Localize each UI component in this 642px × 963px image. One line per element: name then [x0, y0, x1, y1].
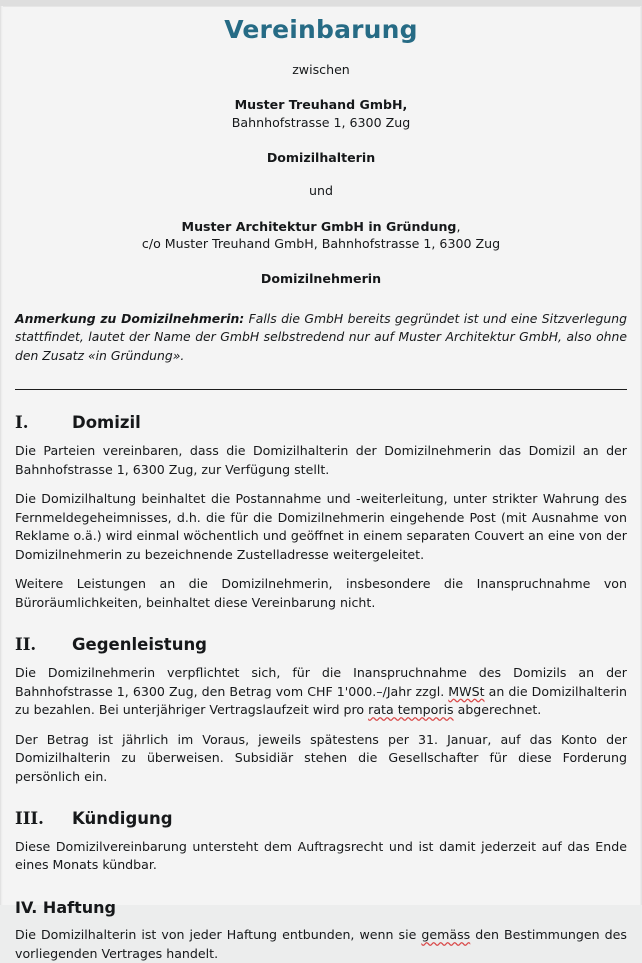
section-title-i: Domizil	[72, 413, 141, 433]
connector-zwischen: zwischen	[292, 61, 350, 77]
section-iv-p1-text-1: Die Domizilhalterin ist von jeder Haftung entbunden, wenn sie	[15, 927, 422, 943]
spellcheck-gemaess: gemäss	[421, 927, 471, 943]
party-block	[15, 62, 627, 288]
section-gegenleistung	[15, 635, 627, 786]
section-heading-iii	[15, 809, 627, 829]
horizontal-divider	[15, 389, 627, 390]
party-two-name: Muster Architektur GmbH in Gründung	[181, 218, 457, 234]
section-number-ii: II.	[15, 635, 37, 655]
spellcheck-rata-temporis: rata temporis	[368, 702, 454, 718]
spellcheck-mwst: MWSt	[448, 683, 485, 699]
party-one	[15, 97, 627, 131]
section-ii-p1-text-1: Die Domizilnehmerin verpflichtet sich, für die Inanspruchnahme des Domizils an der Bahnhofstrasse 1, 6300 Zug, den Betrag vom CHF 1'000.–/Jahr zzgl.	[15, 665, 627, 699]
section-number-i: I.	[15, 413, 29, 433]
section-ii-paragraph-2: Der Betrag ist jährlich im Voraus, jeweils spätestens per 31. Januar, auf das Konto der Domizilhalterin zu überweisen. Subsidiär stehen die Gesellschafter für diese Forderung persönlich ein.	[15, 731, 627, 784]
section-number-iii: III.	[15, 809, 44, 829]
party-one-role: Domizilhalterin	[266, 149, 376, 165]
annotation-lead: Anmerkung zu Domizilnehmerin:	[15, 310, 245, 326]
section-haftung	[15, 898, 627, 963]
document-title: Vereinbarung	[224, 15, 418, 44]
connector-und: und	[309, 183, 333, 199]
section-heading-iv: IV. Haftung	[15, 897, 116, 917]
section-i-paragraph-3: Weitere Leistungen an die Domizilnehmerin, insbesondere die Inanspruchnahme von Büroräumlichkeiten, beinhaltet diese Vereinbarung nicht.	[15, 576, 627, 610]
section-i-paragraph-2: Die Domizilhaltung beinhaltet die Postannahme und -weiterleitung, unter strikter Wahrung des Fernmeldegeheimnisses, d.h. die für die Domizilnehmerin eingehende Post (mit Ausnahme von Reklame o.ä.) wird einmal wöchentlich und geöffnet in einem separaten Couvert an eine von der Domizilnehmerin zu bezeichnende Zustelladresse weitergeleitet.	[15, 491, 627, 562]
annotation-body: Falls die GmbH bereits gegründet ist und eine Sitzverlegung stattfindet, lautet der Name der GmbH selbstredend nur auf Muster Architektur GmbH, also ohne den Zusatz «in Gründung».	[15, 310, 627, 363]
section-ii-p1-text-2: an die Domizilhalterin zu bezahlen. Bei unterjähriger Vertragslaufzeit wird pro	[15, 683, 627, 718]
party-one-name: Muster Treuhand GmbH,	[234, 97, 408, 113]
section-ii-p1-text-3: abgerechnet.	[453, 702, 542, 718]
party-two-address: c/o Muster Treuhand GmbH, Bahnhofstrasse 1, 6300 Zug	[141, 236, 501, 252]
section-iii-paragraph-1: Diese Domizilvereinbarung untersteht dem Auftragsrecht und ist damit jederzeit auf das Ende eines Monats kündbar.	[15, 838, 627, 873]
section-title-ii: Gegenleistung	[72, 635, 207, 655]
section-heading-i	[15, 413, 627, 433]
annotation-note	[15, 310, 627, 366]
party-one-address: Bahnhofstrasse 1, 6300 Zug	[231, 114, 411, 130]
section-ii-paragraph-1	[15, 664, 627, 720]
document-content	[4, 6, 638, 961]
party-two-name-line	[15, 219, 627, 236]
section-heading-ii	[15, 635, 627, 655]
section-kuendigung	[15, 809, 627, 875]
page-left-edge	[0, 6, 3, 905]
section-i-paragraph-1: Die Parteien vereinbaren, dass die Domizilhalterin der Domizilnehmerin das Domizil an der Bahnhofstrasse 1, 6300 Zug, zur Verfügung stellt.	[15, 443, 627, 477]
party-two	[15, 219, 627, 253]
party-two-name-suffix: ,	[456, 218, 461, 234]
section-iv-p1-text-2: den Bestimmungen des vorliegenden Vertrages handelt.	[15, 927, 627, 961]
party-two-role: Domizilnehmerin	[260, 271, 382, 287]
section-domizil	[15, 413, 627, 612]
section-iv-paragraph-1	[15, 926, 627, 963]
section-title-iii: Kündigung	[72, 809, 173, 829]
